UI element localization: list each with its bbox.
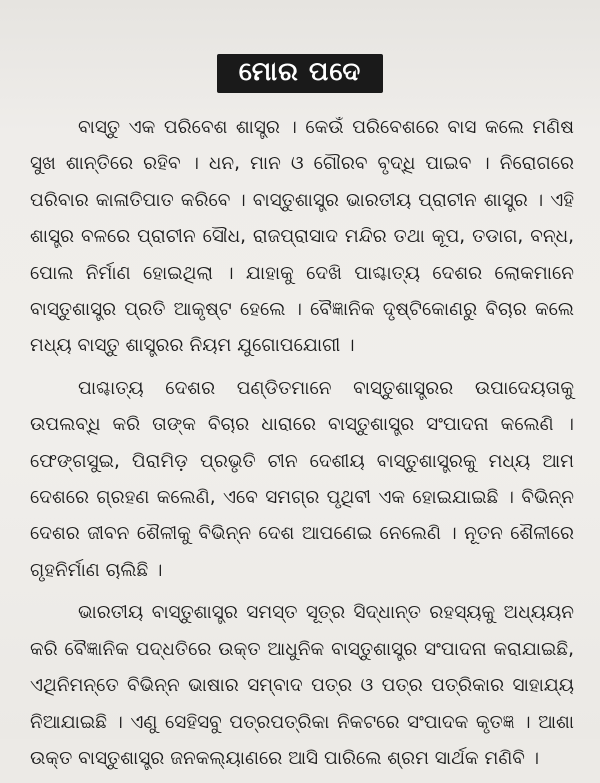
page-title: ମୋର ପଦେ (217, 54, 384, 93)
body-text (30, 110, 574, 783)
title-block (0, 54, 600, 93)
paragraph-1: ବାସ୍ତୁ ଏକ ପରିବେଶ ଶାସ୍ତ୍ର । କେଉଁ ପରିବେଶରେ ବାସ କଲେ ମଣିଷ ସୁଖ ଶାନ୍ତିରେ ରହିବ । ଧନ, ମାନ ଓ ଗୌରବ ବୃଦ୍ଧି ପାଇବ । ନିରୋଗରେ ପରିବାର କାଳାତିପାତ କରିବେ । ବାସ୍ତୁଶାସ୍ତ୍ର ଭାରତୀୟ ପ୍ରାଚୀନ ଶାସ୍ତ୍ର । ଏହି ଶାସ୍ତ୍ର ବଳରେ ପ୍ରାଚୀନ ସୌଧ, ରାଜପ୍ରାସାଦ ମନ୍ଦିର ତଥା କୂପ, ତଡାଗ, ବନ୍ଧ, ପୋଲ ନିର୍ମାଣ ହୋଇଥିଲା । ଯାହାକୁ ଦେଖି ପାଶ୍ଚାତ୍ୟ ଦେଶର ଲୋକମାନେ ବାସ୍ତୁଶାସ୍ତ୍ର ପ୍ରତି ଆକୃଷ୍ଟ ହେଲେ । ବୈଜ୍ଞାନିକ ଦୃଷ୍ଟିକୋଣରୁ ବିଚାର କଲେ ମଧ୍ୟ ବାସ୍ତୁ ଶାସ୍ତ୍ରର ନିୟମ ଯୁଗୋପଯୋଗୀ । (30, 117, 574, 357)
paragraph-3: ଭାରତୀୟ ବାସ୍ତୁଶାସ୍ତ୍ର ସମସ୍ତ ସୂତ୍ର ସିଦ୍ଧାନ୍ତ ରହସ୍ୟକୁ ଅଧ୍ୟୟନ କରି ବୈଜ୍ଞାନିକ ପଦ୍ଧତିରେ ଉକ୍ତ ଆଧୁନିକ ବାସ୍ତୁଶାସ୍ତ୍ର ସଂପାଦନା କରାଯାଇଛି, ଏଥିନିମନ୍ତେ ବିଭିନ୍ନ ଭାଷାର ସମ୍ବାଦ ପତ୍ର ଓ ପତ୍ର ପତ୍ରିକାର ସାହାଯ୍ୟ ନିଆଯାଇଛି । ଏଣୁ ସେହିସବୁ ପତ୍ରପତ୍ରିକା ନିକଟରେ ସଂପାଦକ କୃତଜ୍ଞ । ଆଶା ଉକ୍ତ ବାସ୍ତୁଶାସ୍ତ୍ର ଜନକଲ୍ୟାଣରେ ଆସି ପାରିଲେ ଶ୍ରମ ସାର୍ଥକ ମଣିବି । (30, 602, 574, 769)
paragraph-2: ପାଶ୍ଚାତ୍ୟ ଦେଶର ପଣ୍ଡିତମାନେ ବାସ୍ତୁଶାସ୍ତ୍ରର ଉପାଦେୟତାକୁ ଉପଲବ୍ଧି କରି ତାଙ୍କ ବିଚାର ଧାରାରେ ବାସ୍ତୁଶାସ୍ତ୍ର ସଂପାଦନା କଲେଣି । ଫେଙ୍ଗସୁଇ, ପିରାମିଡ଼ ପ୍ରଭୃତି ଚୀନ ଦେଶୀୟ ବାସ୍ତୁଶାସ୍ତ୍ରକୁ ମଧ୍ୟ ଆମ ଦେଶରେ ଗ୍ରହଣ କଲେଣି, ଏବେ ସମଗ୍ର ପୃଥିବୀ ଏକ ହୋଇଯାଇଛି । ବିଭିନ୍ନ ଦେଶର ଜୀବନ ଶୈଳୀକୁ ବିଭିନ୍ନ ଦେଶ ଆପଣେଇ ନେଲେଣି । ନୂତନ ଶୈଳୀରେ ଗୃହନିର୍ମାଣ ଚାଲିଛି । (30, 377, 574, 581)
